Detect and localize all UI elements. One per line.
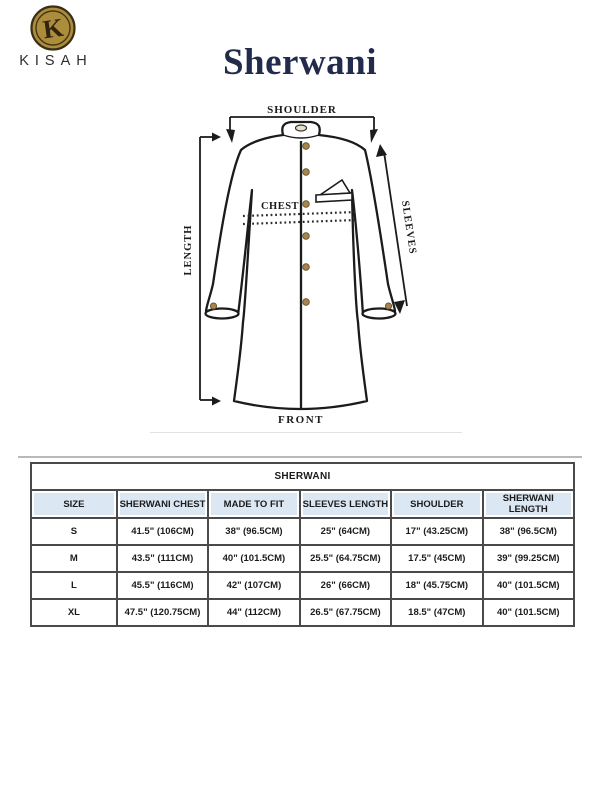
sleeves-label: SLEEVES: [399, 199, 418, 256]
col-header-sherwani-chest: SHERWANI CHEST: [117, 490, 208, 518]
section-divider: [18, 456, 582, 458]
cell-fit: 44" (112CM): [208, 599, 299, 626]
cell-size: M: [31, 545, 117, 572]
size-table-header-row: [31, 490, 574, 518]
shoulder-label: SHOULDER: [267, 104, 337, 116]
right-cuff: [363, 309, 396, 319]
cell-size: S: [31, 518, 117, 545]
cell-fit: 42" (107CM): [208, 572, 299, 599]
page-title: Sherwani: [222, 41, 378, 83]
cell-sleeves: 26" (66CM): [300, 572, 391, 599]
cell-chest: 45.5" (116CM): [117, 572, 208, 599]
cell-fit: 38" (96.5CM): [208, 518, 299, 545]
cell-size: L: [31, 572, 117, 599]
size-table-title: SHERWANI: [31, 463, 574, 490]
front-label: FRONT: [278, 414, 324, 426]
cell-length: 38" (96.5CM): [483, 518, 574, 545]
col-header-sleeves-length: SLEEVES LENGTH: [300, 490, 391, 518]
table-row-l: [31, 572, 574, 599]
cell-sleeves: 25" (64CM): [300, 518, 391, 545]
col-header-shoulder: SHOULDER: [391, 490, 482, 518]
left-cuff: [206, 309, 239, 319]
cell-chest: 41.5" (106CM): [117, 518, 208, 545]
table-row-s: [31, 518, 574, 545]
cell-fit: 40" (101.5CM): [208, 545, 299, 572]
cell-chest: 47.5" (120.75CM): [117, 599, 208, 626]
cell-shoulder: 18" (45.75CM): [391, 572, 482, 599]
size-table: [30, 462, 575, 627]
sherwani-measurement-diagram: [140, 90, 470, 440]
diagram-edge-line: [150, 432, 462, 433]
cell-shoulder: 17.5" (45CM): [391, 545, 482, 572]
chest-label: CHEST: [260, 201, 300, 212]
cell-length: 40" (101.5CM): [483, 572, 574, 599]
left-sleeve-button: [210, 303, 216, 309]
cell-sleeves: 26.5" (67.75CM): [300, 599, 391, 626]
cell-shoulder: 17" (43.25CM): [391, 518, 482, 545]
table-row-xl: [31, 599, 574, 626]
length-label: LENGTH: [183, 224, 194, 276]
col-header-size: SIZE: [31, 490, 117, 518]
col-header-sherwani-length: SHERWANI LENGTH: [483, 490, 574, 518]
cell-sleeves: 25.5" (64.75CM): [300, 545, 391, 572]
collar-button: [296, 125, 307, 131]
col-header-made-to-fit: MADE TO FIT: [208, 490, 299, 518]
cell-shoulder: 18.5" (47CM): [391, 599, 482, 626]
cell-length: 40" (101.5CM): [483, 599, 574, 626]
cell-size: XL: [31, 599, 117, 626]
cell-length: 39" (99.25CM): [483, 545, 574, 572]
brand-name: KISAH: [19, 53, 93, 69]
table-row-m: [31, 545, 574, 572]
logo-initial: K: [41, 12, 66, 45]
right-sleeve-button: [385, 303, 391, 309]
cell-chest: 43.5" (111CM): [117, 545, 208, 572]
